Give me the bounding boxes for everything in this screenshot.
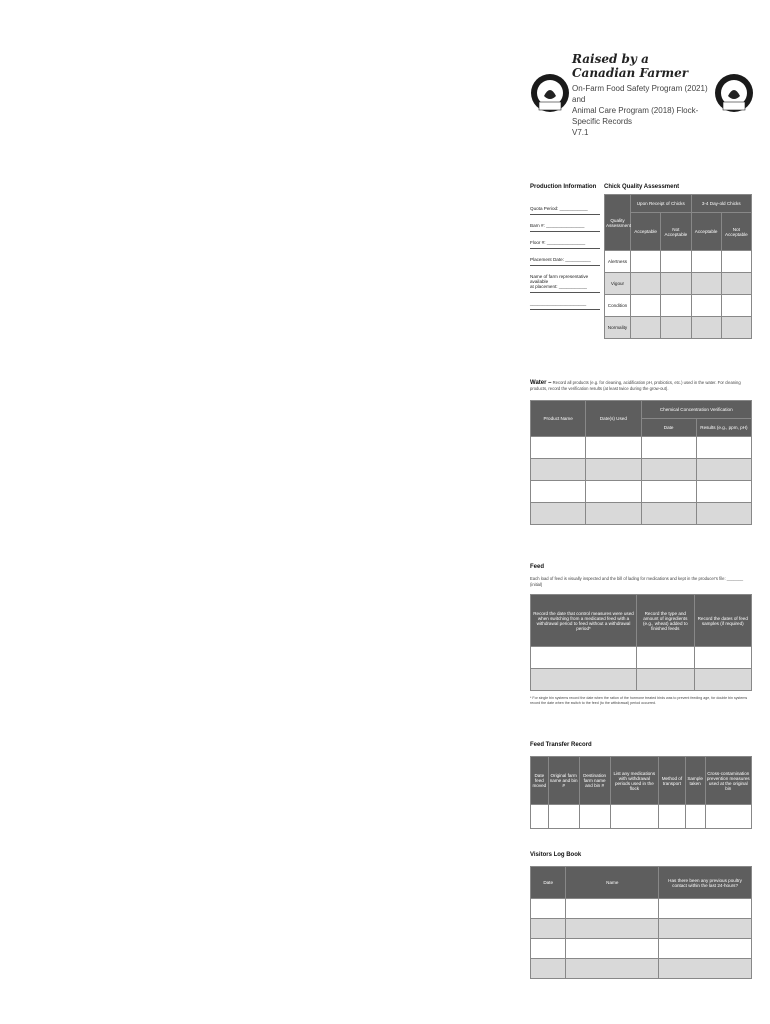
table-cell[interactable] [531, 437, 586, 459]
table-cell[interactable] [566, 899, 659, 919]
table-cell[interactable] [641, 503, 696, 525]
medications-header: List any medications with withdrawal periods used in the flock [610, 757, 659, 805]
row-label-vigour: Vigour [605, 273, 631, 295]
visitors-table [530, 866, 752, 979]
sample-taken-header: Sample taken [685, 757, 705, 805]
dates-used-header: Date(s) Used [586, 401, 641, 437]
quality-assessment-header: Quality Assessment [605, 195, 631, 251]
acceptable-header: Acceptable [691, 213, 721, 251]
subtitle-line-1: On-Farm Food Safety Program (2021) and [572, 84, 708, 104]
table-cell[interactable] [531, 503, 586, 525]
table-cell[interactable] [721, 295, 751, 317]
table-cell[interactable] [694, 647, 751, 669]
not-acceptable-header: Not Acceptable [661, 213, 691, 251]
receipt-header: Upon Receipt of Chicks [631, 195, 692, 213]
visitors-section [530, 852, 752, 979]
production-info [530, 184, 600, 318]
table-cell[interactable] [531, 647, 637, 669]
table-cell[interactable] [691, 295, 721, 317]
table-cell[interactable] [696, 437, 751, 459]
table-cell[interactable] [659, 939, 752, 959]
production-title: Production Information [530, 184, 597, 190]
visit-date-header: Date [531, 867, 566, 899]
table-cell[interactable] [661, 295, 691, 317]
feed-transfer-section [530, 742, 752, 829]
table-cell[interactable] [696, 459, 751, 481]
placement-date-field[interactable]: Placement Date: __________ [530, 257, 600, 266]
chick-quality-title: Chick Quality Assessment [604, 184, 680, 190]
poultry-contact-header: Has there been any previous poultry contact within the last 24-hours? [659, 867, 752, 899]
table-cell[interactable] [705, 805, 751, 829]
table-cell[interactable] [548, 805, 579, 829]
header [530, 42, 752, 172]
table-cell[interactable] [531, 481, 586, 503]
table-cell[interactable] [610, 805, 659, 829]
table-cell[interactable] [531, 669, 637, 691]
seal-logo-left [530, 48, 570, 148]
seal-logo-right [714, 48, 754, 148]
subtitle-line-2: Animal Care Program (2018) Flock-Specific Records [572, 106, 699, 126]
table-cell[interactable] [586, 481, 641, 503]
table-cell[interactable] [531, 959, 566, 979]
table-cell[interactable] [531, 919, 566, 939]
original-farm-header: Original farm name and bin # [548, 757, 579, 805]
blank-field[interactable]: ______________________ [530, 301, 600, 310]
feed-table [530, 594, 752, 691]
table-cell[interactable] [531, 939, 566, 959]
table-cell[interactable] [531, 805, 549, 829]
table-cell[interactable] [631, 273, 661, 295]
representative-label: Name of farm representative available [530, 274, 589, 284]
table-cell[interactable] [531, 899, 566, 919]
table-cell[interactable] [661, 251, 691, 273]
table-cell[interactable] [694, 669, 751, 691]
day-old-header: 3-4 Day-old Chicks [691, 195, 752, 213]
table-cell[interactable] [531, 459, 586, 481]
results-header: Results (e.g., ppm, pH) [696, 419, 751, 437]
row-label-normality: Normality [605, 317, 631, 339]
feed-description: Each load of feed is visually inspected and the bill of lading for medications and kept in the producer's file: _______ (initial) [530, 576, 744, 587]
version: V7.1 [572, 128, 589, 137]
water-table [530, 400, 752, 525]
transport-method-header: Method of transport [659, 757, 686, 805]
barn-field[interactable]: Barn #: _______________ [530, 223, 600, 232]
control-measures-header: Record the date that control measures were used when switching from a medicated feed with a withdrawal period to feed without a withdrawal period* [531, 595, 637, 647]
feed-transfer-title: Feed Transfer Record [530, 742, 592, 748]
table-cell[interactable] [566, 939, 659, 959]
table-cell[interactable] [696, 481, 751, 503]
header-text [572, 52, 712, 138]
table-cell[interactable] [685, 805, 705, 829]
date-header: Date [641, 419, 696, 437]
table-cell[interactable] [691, 273, 721, 295]
table-cell[interactable] [659, 805, 686, 829]
table-cell[interactable] [641, 437, 696, 459]
water-title: Water – [530, 380, 552, 386]
cross-contamination-header: Cross-contamination prevention measures used at the original bin [705, 757, 751, 805]
chemical-verification-header: Chemical Concentration Verification [641, 401, 752, 419]
destination-farm-header: Destination farm name and bin # [579, 757, 610, 805]
water-description [530, 380, 752, 392]
table-cell[interactable] [659, 959, 752, 979]
table-cell[interactable] [659, 919, 752, 939]
table-cell[interactable] [566, 959, 659, 979]
chick-quality [604, 184, 752, 339]
table-cell[interactable] [631, 251, 661, 273]
table-cell[interactable] [721, 273, 751, 295]
table-cell[interactable] [661, 317, 691, 339]
table-cell[interactable] [631, 295, 661, 317]
table-cell[interactable] [659, 899, 752, 919]
table-cell[interactable] [586, 459, 641, 481]
table-cell[interactable] [641, 459, 696, 481]
table-cell[interactable] [691, 317, 721, 339]
table-cell[interactable] [637, 669, 694, 691]
table-cell[interactable] [721, 317, 751, 339]
feed-section [530, 564, 752, 706]
row-label-condition: Condition [605, 295, 631, 317]
table-cell[interactable] [579, 805, 610, 829]
feed-footnote: * For single bin systems record the date when the ration of the hormone treated birds was to prevent feeding age, for double bin systems record the date when the switch to the feed (to the withdrawal) period occurred. [530, 696, 748, 705]
visitors-title: Visitors Log Book [530, 852, 582, 858]
table-cell[interactable] [566, 919, 659, 939]
brand-title: Raised by a Canadian Farmer [572, 52, 689, 80]
not-acceptable-header: Not Acceptable [721, 213, 751, 251]
row-label-alertness: Alertness [605, 251, 631, 273]
floor-field[interactable]: Floor #: _______________ [530, 240, 600, 249]
product-name-header: Product Name [531, 401, 586, 437]
document-page [530, 42, 752, 888]
feed-title: Feed [530, 564, 545, 570]
ingredients-header: Record the type and amount of ingredients (e.g., wheat) added to finished feeds [637, 595, 694, 647]
quota-period-field[interactable]: Quota Period: ___________ [530, 206, 600, 215]
date-moved-header: Date feed moved [531, 757, 549, 805]
production-section [530, 184, 752, 380]
table-cell[interactable] [696, 503, 751, 525]
table-cell[interactable] [637, 647, 694, 669]
table-cell[interactable] [721, 251, 751, 273]
water-section [530, 380, 752, 525]
table-cell[interactable] [586, 437, 641, 459]
table-cell[interactable] [691, 251, 721, 273]
table-cell[interactable] [586, 503, 641, 525]
feed-transfer-table [530, 756, 752, 829]
visitor-name-header: Name [566, 867, 659, 899]
table-cell[interactable] [661, 273, 691, 295]
representative-field[interactable]: at placement: ___________ [530, 284, 600, 293]
table-cell[interactable] [641, 481, 696, 503]
acceptable-header: Acceptable [631, 213, 661, 251]
feed-samples-header: Record the dates of feed samples (if required) [694, 595, 751, 647]
water-desc: Record all products (e.g. for cleaning, acidification pH, probiotics, etc.) used in the water. For cleaning products, record the verification results (at least twice during the grow-out). [530, 380, 741, 391]
table-cell[interactable] [631, 317, 661, 339]
chick-quality-table [604, 194, 752, 339]
